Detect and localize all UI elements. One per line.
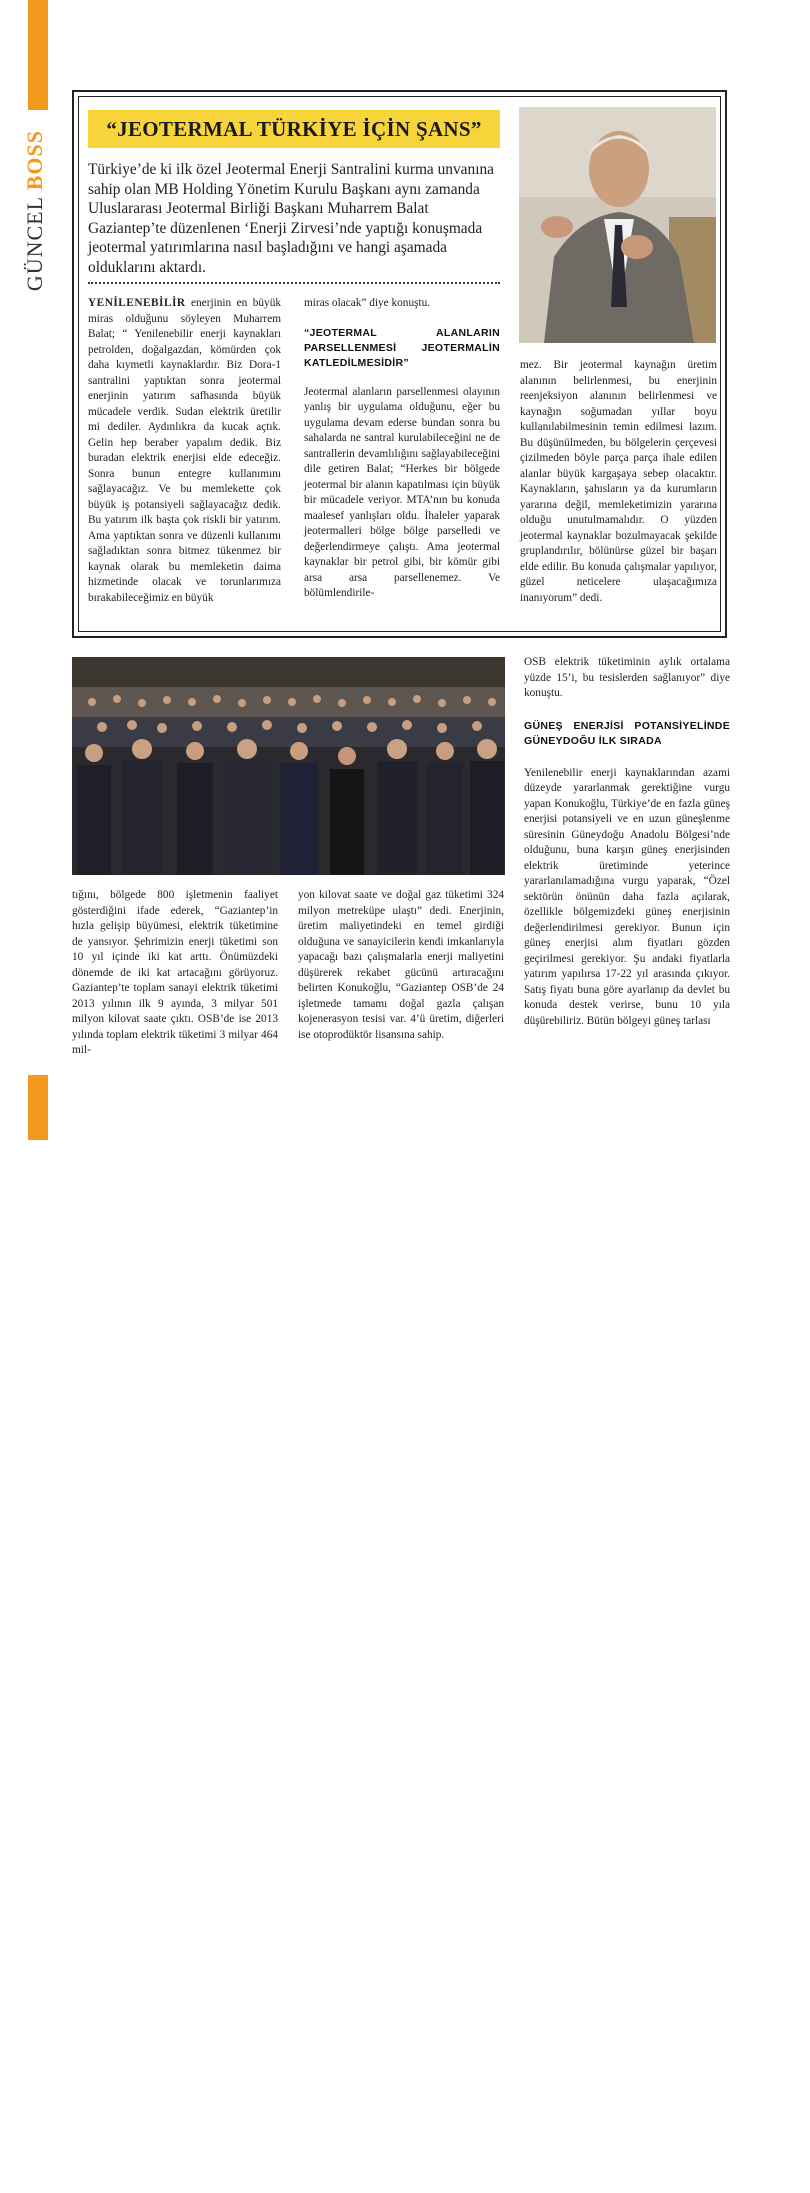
right-lower-text: Yenilenebilir enerji kaynaklarından azami düzeyde yararlanmak gerektiğine vurgu yapan Konukoğlu, Türkiye’de en fazla güneş enerjisi potansiyeli ve en uzun güneşlenme süresinin Güneydoğu Anadolu Bölgesi’nde olduğunu, buna karşın güneş enerjisinden elektrik üretiminde yeterince yararlanılamadığına vurgu yaparak, “Özel sektörün önünün daha fazla açılarak, özellikle bölgemizdeki güneş enerjisinin değerlendirilmesi gerekiyor. Bunun için güneş enerjisi alım fiyatları gözden geçirilmesi gerekiyor. Şu andaki fiyatlarla yatırım yapılırsa 17-22 yıl arasında çıkıyor. Satış fiyatı buna göre ayarlanıp da devlet bu konuda destek verirse, bunu 10 yıla düşürebiliriz. Bütün bölgeyi güneş tarlası xyxy=(524,766,730,1027)
section-label xyxy=(22,130,48,291)
side-accent-bottom xyxy=(28,1075,48,1140)
column-1-text: enerjinin en büyük miras olduğunu söyleyen Muharrem Balat; “ Yenilenebilir enerji kaynakları petrolden, doğalgazdan, kömürden çok daha kıymetli kaynaklardır. Biz Dora-1 santralini yaptıktan sonra jeotermal enerjinin yatırım safhasında büyük mücadele verdik. Sudan elektrik üretilir mi dediler. Aydınlıkra da kucak açtık. Gelin hep beraber yapalım dedik. Biz buradan elektrik enerjisi elde edeceğiz. Sonra bunun entegre kullanımını sağlayacağız. Ve bu memlekette çok büyük iş potansiyeli sağlayacağız dedik. Bu yatırım ilk başta çok riskli bir yatırım. Ama yaptıktan sonra ve düzenli kullanımı sağladıktan sonra bitmez tükenmez bir kaynak olarak bu memleketin daima hizmetinde olacak ve torunlarımıza bırakabileceğimiz en büyük xyxy=(88,297,281,604)
column-2-top-text: miras olacak” diye konuştu. xyxy=(304,297,431,309)
column-2-subhead: “JEOTERMAL ALANLARIN PARSELLENMESİ JEOTERMALİN KATLEDİLMESİDİR” xyxy=(304,326,500,369)
article-title: “JEOTERMAL TÜRKİYE İÇİN ŞANS” xyxy=(106,116,482,141)
left-lower-text: tığını, bölgede 800 işletmenin faaliyet gösterdiğini ifade ederek, “Gaziantep’in hızla gelişip büyümesi, elektrik tüketimine de yansıyor. Şehrimizin enerji tüketimi son 10 yıl içinde iki kat arttı. Önümüzdeki dönemde de iki kat artacağını görüyoruz. Gaziantep’te toplam sanayi elektrik tüketimi 2013 yılının ilk 9 ayında, 3 milyar 501 milyon kilovat saate çıktı. OSB’de ise 2013 yılında toplam elektrik tüketimi 3 milyar 464 mil- xyxy=(72,889,278,1056)
dotted-divider xyxy=(88,282,500,284)
article-column-left-lower xyxy=(72,888,278,1059)
section-label-guncel: GÜNCEL xyxy=(22,196,47,292)
column-2-text: Jeotermal alanların parsellenmesi olayının yanlış bir uygulama olduğunu, eğer bu uygulama devam ederse bundan sonra bu sahalarda ne santral kurulabileceğini ne de santrallerin devamlılığını sağlayabileceğini dile getiren Balat; “Herkes bir bölgede jeotermal bir alanın kapatılması için büyük bir mücadele veriyor. MTA’nın bu konuda maalesef yanlışları oldu. İhaleler yaparak jeotermalleri bölge bölge parselledi ve değerlendirmeye çalıştı. Ama jeotermal kaynaklar bir petrol gibi, bir kömür gibi arsa arsa parsellenemez. Ve bölümlendirile- xyxy=(304,385,500,599)
right-lower-top-text: OSB elektrik tüketiminin aylık ortalama yüzde 15’i, bu tesislerden sağlanıyor” diye konuştu. xyxy=(524,656,730,699)
page-number: 100 xyxy=(61,2171,76,2193)
section-label-boss: BOSS xyxy=(22,130,47,191)
article-column-mid-lower xyxy=(298,888,504,1043)
column-3-text: mez. Bir jeotermal kaynağın üretim alanının belirlenmesi, bu enerjinin reenjeksiyon alanının belirlenmesi ve kaynağın soğumadan yıllar boyu kullanılabilmesinin temin edilmesi lazım. Bu düşünülmeden, bu bölgelerin çerçevesi çizilmeden böyle parça parça ihale edilen alanlar büyük kargaşaya sebep olacaktır. Kaynakların, şahısların ya da kurumların yararına değil, memleketimizin yararına olduğu unutulmamalıdır. O yüzden jeotermal kaynaklar bozulmayacak şekilde gruplandırılır, bölünürse güzel bir başarı elde edilir. Bu konuda çalışmalar yapılıyor, güzel neticelere ulaşacağımıza inanıyorum” dedi. xyxy=(520,359,717,604)
mid-lower-text: yon kilovat saate ve doğal gaz tüketimi 324 milyon metreküpe ulaştı” dedi. Enerjinin, üretim maliyetindeki en temel girdiği olduğuna ve sanayicilerin kendi imkanlarıyla yapacağı bazı çalışmalarla enerji maliyetini düşürerek rekabet gücünü artıracağını belirten Konukoğlu, “Gaziantep OSB’de 24 işletmede tamamı doğal gazla çalışan kojenerasyon tesisi var. 4’ü üretim, diğerleri ise otoprodüktör lisansına sahip. xyxy=(298,889,504,1041)
article-column-3 xyxy=(520,358,717,606)
article-column-2 xyxy=(304,296,500,602)
article-column-right-lower xyxy=(524,655,730,1029)
article-lead: Türkiye’de ki ilk özel Jeotermal Enerji Santralini kurma unvanına sahip olan MB Holding Yönetim Kurulu Başkanı aynı zamanda Uluslararası Jeotermal Birliği Başkanı Muharrem Balat Gaziantep’te düzenlenen ‘Enerji Zirvesi’nde yaptığı konuşmada jeotermal yatırımlarına nasıl başladığını ve hangi aşamada olduklarını aktardı. xyxy=(88,161,495,276)
article-column-1 xyxy=(88,296,281,606)
right-lower-subhead: GÜNEŞ ENERJİSİ POTANSİYELİNDE GÜNEYDOĞU İLK SIRADA xyxy=(524,719,730,747)
speaker-portrait-photo xyxy=(519,107,716,343)
column-1-lead-word: YENİLENEBİLİR xyxy=(88,297,186,309)
side-accent-top xyxy=(28,0,48,110)
article-title-banner xyxy=(88,110,500,148)
summit-audience-photo xyxy=(72,657,505,875)
